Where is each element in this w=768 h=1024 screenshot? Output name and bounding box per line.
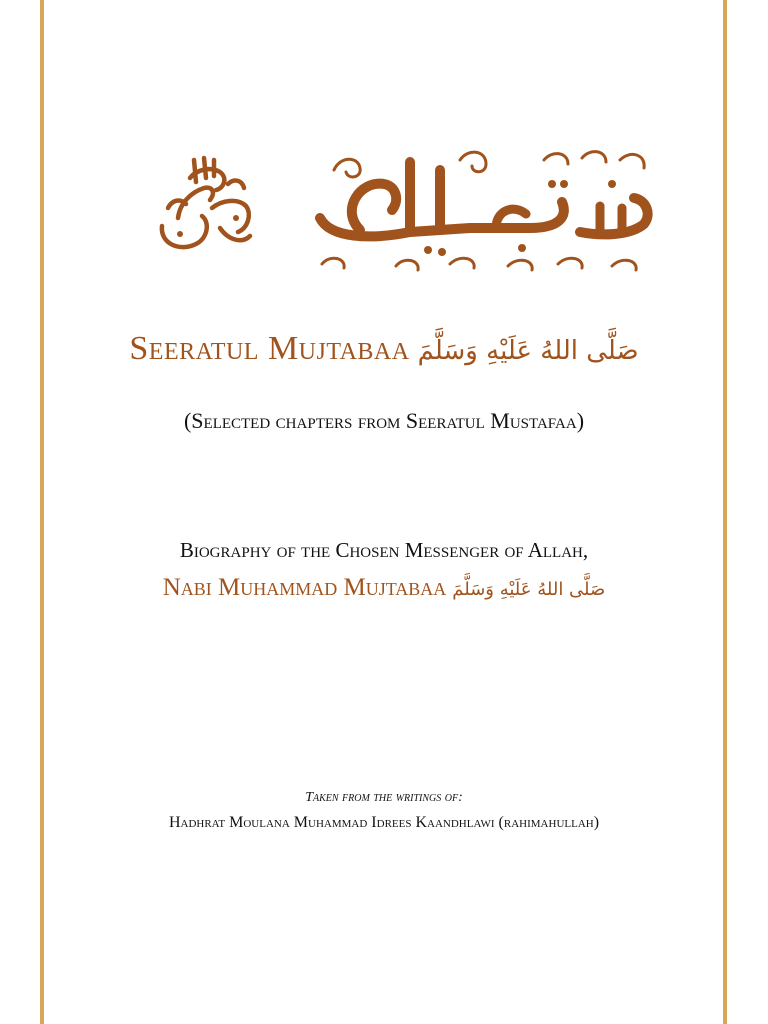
seeratul-mujtabaa-calligraphy	[300, 140, 660, 280]
biography-line: Biography of the Chosen Messenger of Allah,	[179, 538, 589, 562]
author-name: Hadhrat Moulana Muhammad Idrees Kaandhlawi (rahimahullah)	[168, 814, 600, 831]
title-salutation: صَلَّى اللهُ عَلَيْهِ وَسَلَّمَ	[417, 336, 639, 366]
book-subtitle: (Selected chapters from Seeratul Mustafaa)	[183, 408, 585, 433]
prophet-name: Nabi Muhammad Mujtabaa	[162, 574, 447, 601]
salutation-calligraphy-logo	[150, 148, 260, 260]
taken-from-label: Taken from the writings of:	[305, 790, 463, 805]
book-title	[0, 330, 768, 368]
prophet-salutation: صَلَّى اللهُ عَلَيْهِ وَسَلَّمَ	[452, 579, 606, 600]
left-border-rule	[40, 0, 44, 1024]
title-english: Seeratul Mujtabaa	[129, 330, 410, 367]
prophet-name-line	[0, 574, 768, 602]
right-border-rule	[723, 0, 727, 1024]
